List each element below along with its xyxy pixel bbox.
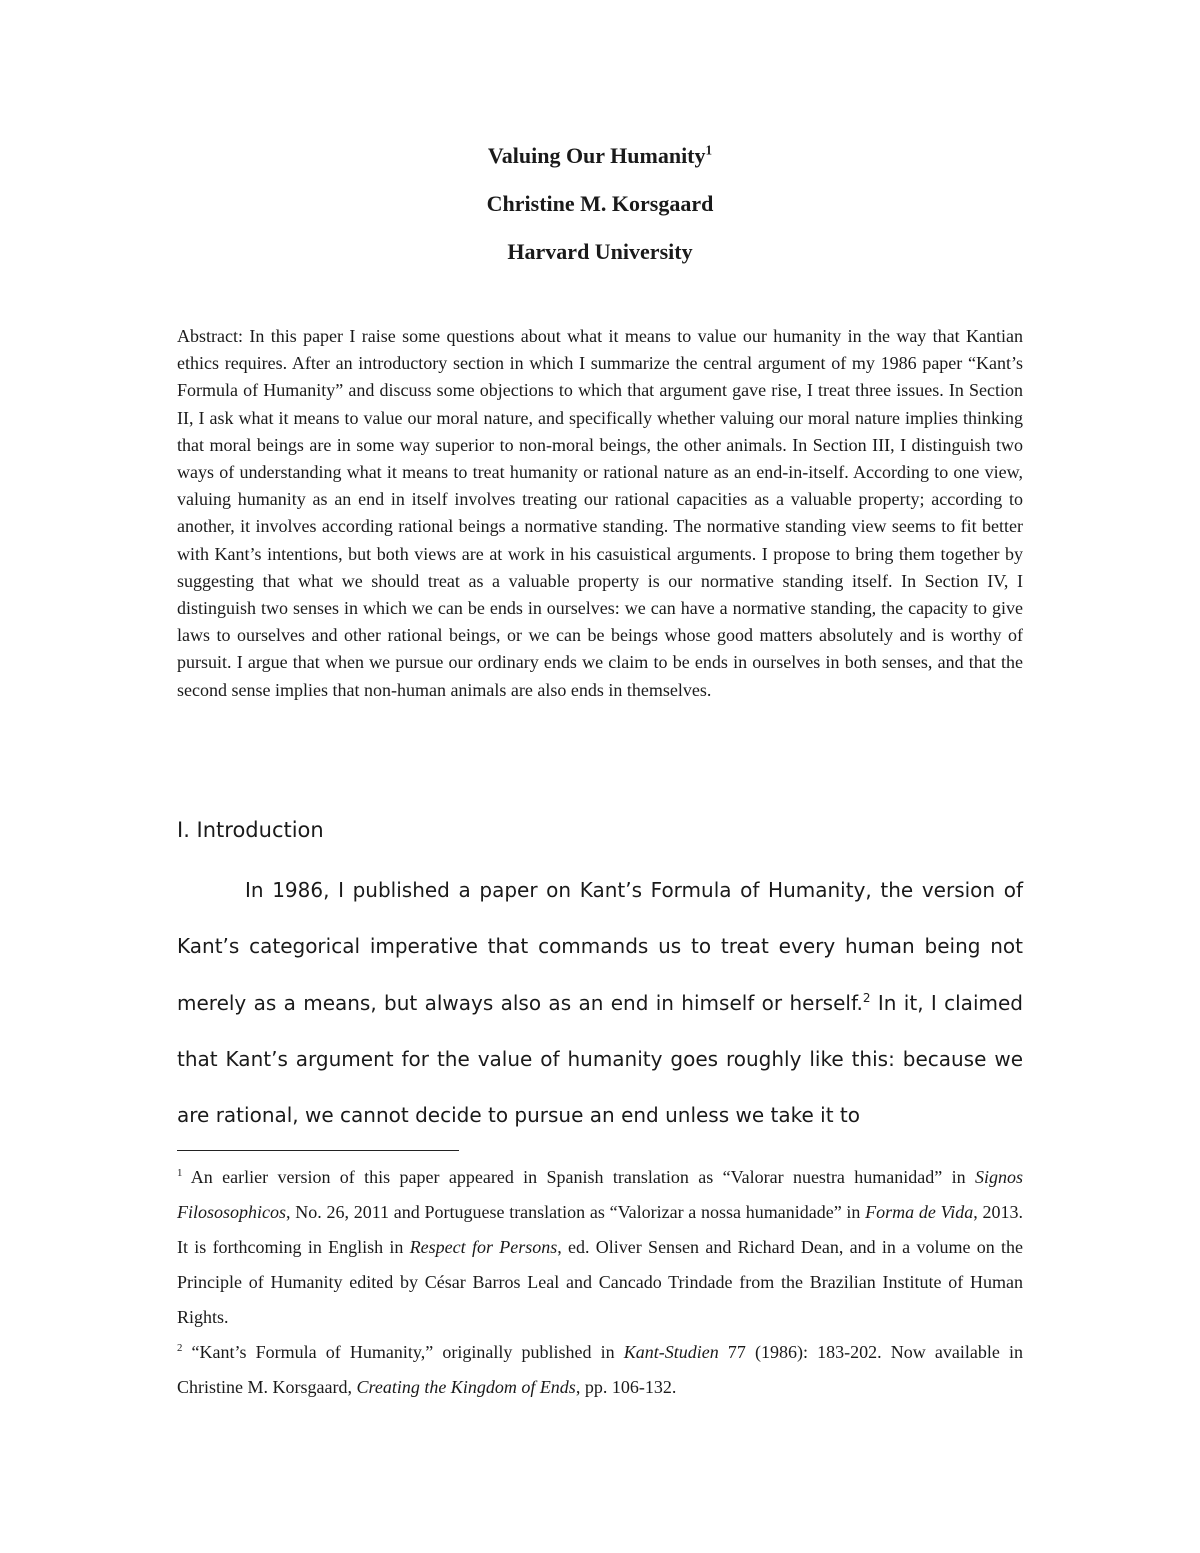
footnote-1-text-a: An earlier version of this paper appeared in Spanish translation as “Valorar nuestra humanidad” in	[182, 1167, 975, 1187]
footnote-2-text-c: , pp. 106-132.	[575, 1377, 677, 1397]
title-footnote-marker[interactable]: 1	[705, 142, 713, 158]
abstract-text: In this paper I raise some questions about what it means to value our humanity in the way that Kantian ethics requires. After an introductory section in which I summarize the central argument of my 1986 paper “Kant’s Formula of Humanity” and discuss some objections to which that argument gave rise, I treat three issues. In Section II, I ask what it means to value our moral nature, and specifically whether valuing our moral nature implies thinking that moral beings are in some way superior to non-moral beings, the other animals. In Section III, I distinguish two ways of understanding what it means to treat humanity or rational nature as an end-in-itself. According to one view, valuing humanity as an end in itself involves treating our rational capacities as a valuable property; according to another, it involves according rational beings a normative standing. The normative standing view seems to fit better with Kant’s intentions, but both views are at work in his casuistical arguments. I propose to bring them together by suggesting that what we should treat as a valuable property is our normative standing itself. In Section IV, I distinguish two senses in which we can be ends in ourselves: we can have a normative standing, the capacity to give laws to ourselves and other rational beings, or we can be beings whose good matters absolutely and is worthy of pursuit. I argue that when we pursue our ordinary ends we claim to be ends in ourselves in both senses, and that the second sense implies that non-human animals are also ends in themselves.	[177, 326, 1023, 700]
body-footnote-marker[interactable]: 2	[862, 990, 871, 1005]
footnote-2-journal: Kant-Studien	[623, 1342, 719, 1362]
footnote-2-marker: 2	[177, 1341, 183, 1354]
footnote-2-text-a: “Kant’s Formula of Humanity,” originally published in	[182, 1342, 624, 1362]
paper-title-text: Valuing Our Humanity	[487, 143, 706, 168]
footnote-1-text-c: , 2013. It is forthcoming in English in	[177, 1202, 1024, 1257]
paper-title	[0, 140, 1200, 188]
paragraph-text-2: In it, I claimed that Kant’s argument for the value of humanity goes roughly like this: because we are rational, we cannot decide to pursue an end unless we take it to	[177, 990, 1023, 1128]
footnote-1-marker: 1	[177, 1166, 183, 1179]
abstract	[177, 323, 1023, 704]
introduction-paragraph	[177, 862, 1023, 1143]
paragraph-text-1: In 1986, I published a paper on Kant’s Formula of Humanity, the version of Kant’s categorical imperative that commands us to treat every human being not merely as a means, but always also as an end in himself or herself.	[177, 878, 1023, 1015]
footnote-2-text-b: 77 (1986): 183-202. Now available in Christine M. Korsgaard,	[177, 1342, 1023, 1397]
footnote-2-book: Creating the Kingdom of Ends	[356, 1377, 576, 1397]
footnote-1-text-b: , No. 26, 2011 and Portuguese translation as “Valorizar a nossa humanidade” in	[286, 1202, 866, 1222]
footnotes	[177, 1160, 1023, 1405]
footnote-2	[177, 1335, 1023, 1405]
section-heading-introduction: I. Introduction	[177, 818, 324, 842]
footnote-1-book: Respect for Persons	[409, 1237, 558, 1257]
footnote-1-journal: Signos Filososophicos	[177, 1167, 1023, 1222]
footnote-1-text-d: , ed. Oliver Sensen and Richard Dean, and in a volume on the Principle of Humanity edited by César Barros Leal and Cancado Trindade from the Brazilian Institute of Human Rights.	[177, 1237, 1023, 1327]
abstract-label: Abstract:	[177, 326, 243, 346]
footnote-1	[177, 1160, 1023, 1335]
author-name: Christine M. Korsgaard	[486, 191, 714, 216]
footnote-separator	[177, 1150, 459, 1151]
author-affiliation: Harvard University	[507, 239, 693, 264]
footnote-1-journal-2: Forma de Vida	[865, 1202, 974, 1222]
title-block	[0, 140, 1200, 284]
